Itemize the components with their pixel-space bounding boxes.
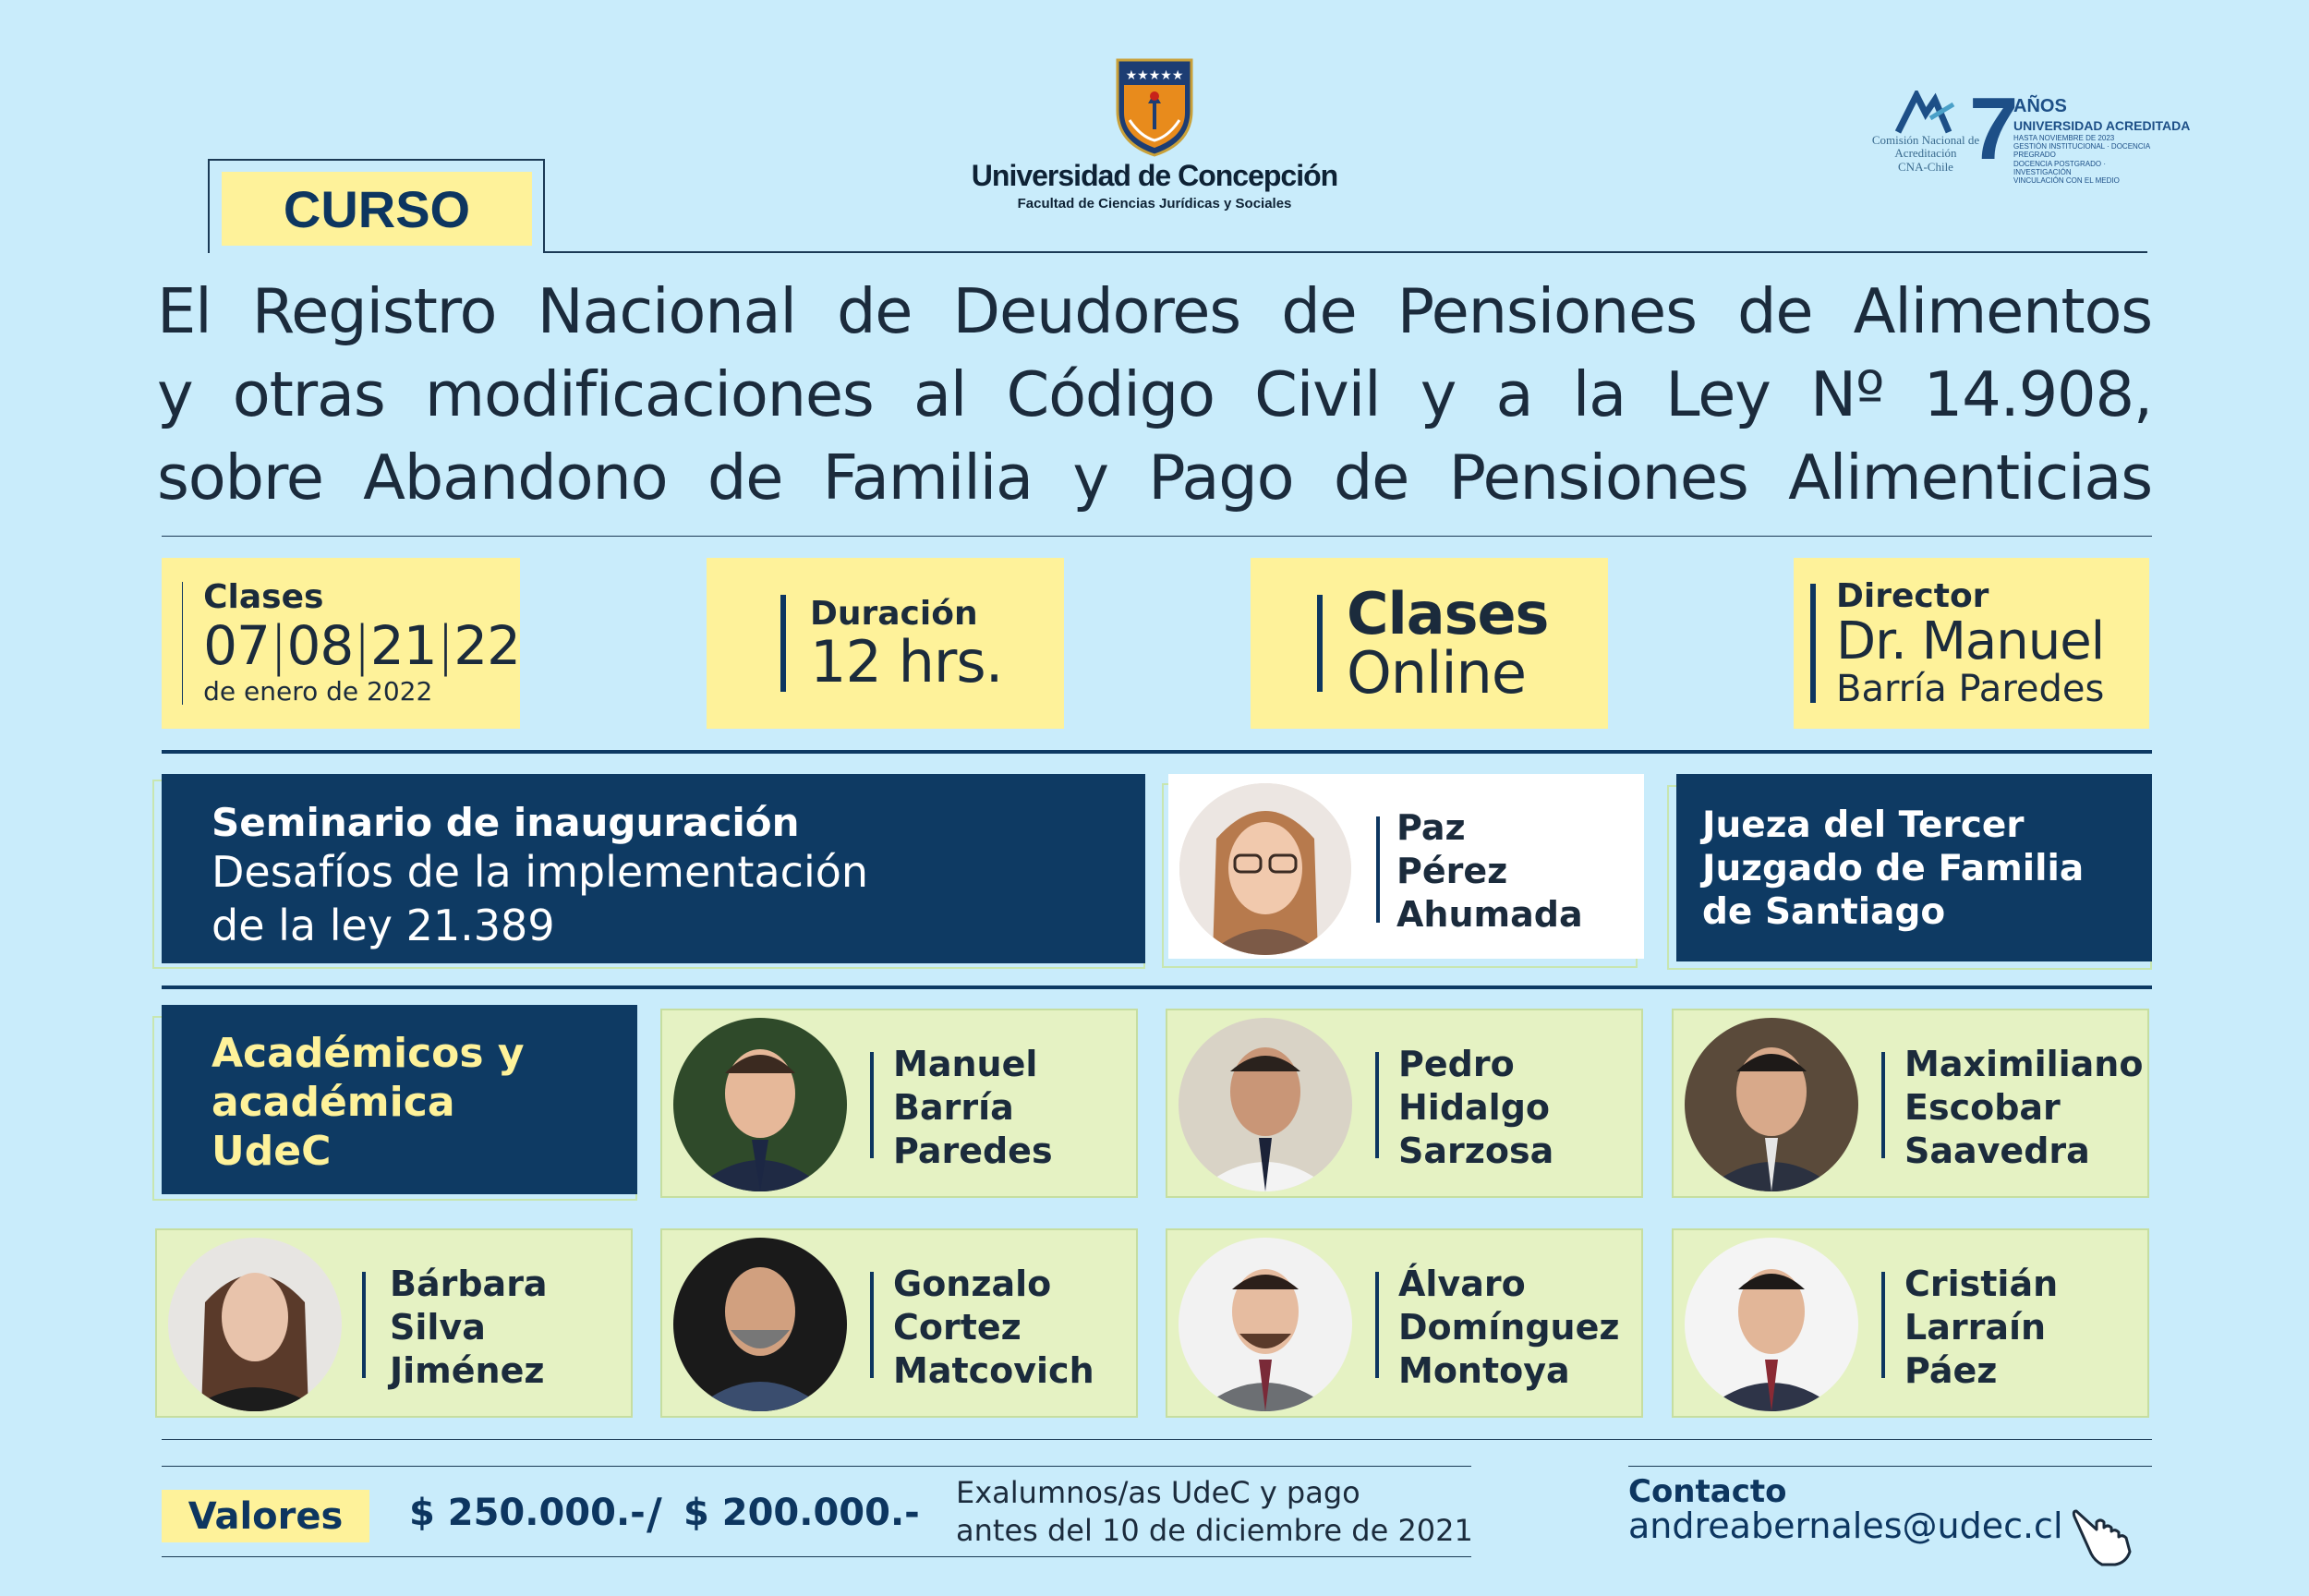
name-line: Saavedra bbox=[1904, 1130, 2090, 1171]
name-line: Domínguez bbox=[1398, 1307, 1620, 1348]
name-line: Escobar bbox=[1904, 1087, 2061, 1128]
discount-note bbox=[956, 1474, 1473, 1550]
title-line: El Registro Nacional de Deudores de Pensiones de Alimentos bbox=[157, 275, 2152, 347]
person-card bbox=[155, 1228, 633, 1418]
divider bbox=[1628, 1466, 2152, 1467]
name-line: Bárbara bbox=[390, 1264, 548, 1304]
cna-chile: CNA-Chile bbox=[1898, 159, 1953, 174]
person-name bbox=[1398, 1263, 1619, 1393]
note-line: Exalumnos/as UdeC y pago bbox=[956, 1475, 1360, 1510]
accent-bar bbox=[1881, 1052, 1885, 1158]
name-line: Pérez bbox=[1396, 851, 1508, 891]
person-card bbox=[1672, 1009, 2149, 1198]
accent-bar bbox=[1376, 816, 1380, 923]
name-line: Paz bbox=[1396, 807, 1466, 848]
divider bbox=[162, 1466, 1471, 1467]
director-box bbox=[1794, 558, 2149, 729]
speaker-card bbox=[1168, 774, 1644, 959]
person-card bbox=[1166, 1009, 1643, 1198]
director-name1: Dr. Manuel bbox=[1836, 611, 2105, 671]
speaker-photo bbox=[1179, 783, 1351, 955]
academics-heading-line: Académicos y bbox=[212, 1030, 525, 1077]
course-title bbox=[157, 270, 2152, 519]
person-card bbox=[660, 1009, 1138, 1198]
name-line: Paredes bbox=[893, 1130, 1053, 1171]
name-line: Pedro bbox=[1398, 1044, 1515, 1084]
accent-bar bbox=[362, 1272, 366, 1378]
contact-label: Contacto bbox=[1628, 1473, 1787, 1510]
seminar-sub-line: de la ley 21.389 bbox=[212, 901, 555, 950]
clases-label: Clases bbox=[203, 577, 324, 616]
person-photo bbox=[673, 1018, 847, 1191]
role-line: de Santiago bbox=[1702, 891, 1946, 933]
divider bbox=[545, 251, 2147, 253]
name-line: Cortez bbox=[893, 1307, 1022, 1348]
accent-bar bbox=[870, 1272, 874, 1378]
seminar-box bbox=[162, 774, 1145, 963]
title-line: sobre Abandono de Familia y Pago de Pensiones Alimenticias bbox=[157, 441, 2152, 514]
academics-heading-line: UdeC bbox=[212, 1128, 332, 1175]
name-line: Barría bbox=[893, 1087, 1014, 1128]
academics-heading-line: académica bbox=[212, 1079, 455, 1126]
duracion-value: 12 hrs. bbox=[810, 627, 1003, 695]
title-line: y otras modificaciones al Código Civil y a la Ley Nº 14.908, bbox=[157, 358, 2152, 430]
accent-bar bbox=[1317, 595, 1323, 692]
role-line: Juzgado de Familia bbox=[1702, 848, 2085, 889]
clases-dates: 07|08|21|22 bbox=[203, 613, 520, 677]
divider bbox=[162, 985, 2152, 989]
online-line2: Online bbox=[1347, 638, 1526, 707]
cna-logo bbox=[1893, 91, 1958, 137]
cna-detail-line: DOCENCIA POSTGRADO · INVESTIGACIÓN bbox=[2013, 159, 2107, 176]
person-photo bbox=[1685, 1018, 1858, 1191]
person-card bbox=[1166, 1228, 1643, 1418]
accent-bar bbox=[870, 1052, 874, 1158]
academics-heading-box bbox=[162, 1005, 637, 1194]
name-line: Silva bbox=[390, 1307, 486, 1348]
name-line: Larraín bbox=[1904, 1307, 2047, 1348]
person-photo bbox=[168, 1238, 342, 1411]
date: 08 bbox=[286, 613, 354, 677]
person-photo bbox=[673, 1238, 847, 1411]
name-line: Sarzosa bbox=[1398, 1130, 1554, 1171]
university-name: Universidad de Concepción bbox=[971, 159, 1338, 192]
clases-month: de enero de 2022 bbox=[203, 675, 433, 707]
cna-detail-line: GESTIÓN INSTITUCIONAL · DOCENCIA PREGRADO bbox=[2013, 142, 2150, 160]
accent-bar bbox=[182, 582, 183, 705]
cna-detail-line: VINCULACIÓN CON EL MEDIO bbox=[2013, 175, 2120, 185]
accent-bar bbox=[1881, 1272, 1885, 1378]
divider bbox=[162, 536, 2152, 537]
price-slash: / bbox=[647, 1489, 662, 1539]
cna-acreditada: UNIVERSIDAD ACREDITADA bbox=[2013, 118, 2191, 133]
person-photo bbox=[1179, 1238, 1352, 1411]
curso-badge: CURSO bbox=[222, 172, 532, 246]
director-label: Director bbox=[1836, 576, 1989, 615]
person-card bbox=[660, 1228, 1138, 1418]
contact-email-link[interactable]: andreabernales@udec.cl bbox=[1628, 1505, 2063, 1546]
name-line: Montoya bbox=[1398, 1350, 1570, 1391]
person-name bbox=[893, 1263, 1094, 1393]
person-photo bbox=[1685, 1238, 1858, 1411]
online-line1: Clases bbox=[1347, 579, 1549, 647]
name-line: Gonzalo bbox=[893, 1264, 1052, 1304]
person-card bbox=[1672, 1228, 2149, 1418]
accent-bar bbox=[1375, 1272, 1379, 1378]
cna-detail bbox=[2013, 134, 2161, 185]
name-line: Ahumada bbox=[1396, 894, 1583, 935]
divider bbox=[162, 1439, 2152, 1440]
online-box bbox=[1251, 558, 1608, 729]
date: 07 bbox=[203, 613, 270, 677]
person-name bbox=[893, 1043, 1053, 1173]
name-line: Páez bbox=[1904, 1350, 1998, 1391]
divider bbox=[162, 750, 2152, 754]
name-line: Manuel bbox=[893, 1044, 1038, 1084]
name-line: Jiménez bbox=[390, 1350, 545, 1391]
faculty-name: Facultad de Ciencias Jurídicas y Sociales bbox=[1017, 196, 1292, 212]
clases-box bbox=[162, 558, 520, 729]
date: 21 bbox=[369, 613, 437, 677]
price-discount: $ 200.000.- bbox=[683, 1492, 920, 1534]
name-line: Hidalgo bbox=[1398, 1087, 1551, 1128]
person-name bbox=[1904, 1043, 2143, 1173]
accent-bar bbox=[1375, 1052, 1379, 1158]
note-line: antes del 10 de diciembre de 2021 bbox=[956, 1513, 1473, 1548]
accent-bar bbox=[1810, 584, 1816, 703]
person-photo bbox=[1179, 1018, 1352, 1191]
valores-label: Valores bbox=[162, 1490, 369, 1542]
name-line: Cristián bbox=[1904, 1264, 2059, 1304]
price-regular: $ 250.000.- bbox=[409, 1492, 646, 1534]
name-line: Matcovich bbox=[893, 1350, 1094, 1391]
director-name2: Barría Paredes bbox=[1836, 667, 2105, 710]
role-line: Jueza del Tercer bbox=[1702, 804, 2025, 846]
udec-shield-logo bbox=[1113, 55, 1196, 159]
seminar-sub-line: Desafíos de la implementación bbox=[212, 847, 869, 897]
accent-bar bbox=[780, 595, 786, 692]
cna-anos: AÑOS bbox=[2013, 96, 2067, 116]
cna-comision: Comisión Nacional de Acreditación bbox=[1871, 133, 1980, 161]
cna-detail-line: HASTA NOVIEMBRE DE 2023 bbox=[2013, 134, 2115, 142]
name-line: Álvaro bbox=[1398, 1264, 1526, 1304]
seminar-title: Seminario de inauguración bbox=[212, 800, 800, 845]
speaker-role-box bbox=[1676, 774, 2152, 961]
duracion-box bbox=[707, 558, 1064, 729]
duracion-label: Duración bbox=[810, 594, 978, 633]
divider bbox=[162, 1556, 1471, 1557]
name-line: Maximiliano bbox=[1904, 1044, 2144, 1084]
person-name bbox=[390, 1263, 548, 1393]
cna-seven-years: 7 bbox=[1969, 79, 2019, 178]
svg-text:★★★★★: ★★★★★ bbox=[1125, 68, 1184, 83]
date: 22 bbox=[453, 613, 520, 677]
pointer-hand-icon bbox=[2069, 1504, 2143, 1568]
speaker-name bbox=[1396, 806, 1583, 937]
person-name bbox=[1904, 1263, 2058, 1393]
person-name bbox=[1398, 1043, 1553, 1173]
